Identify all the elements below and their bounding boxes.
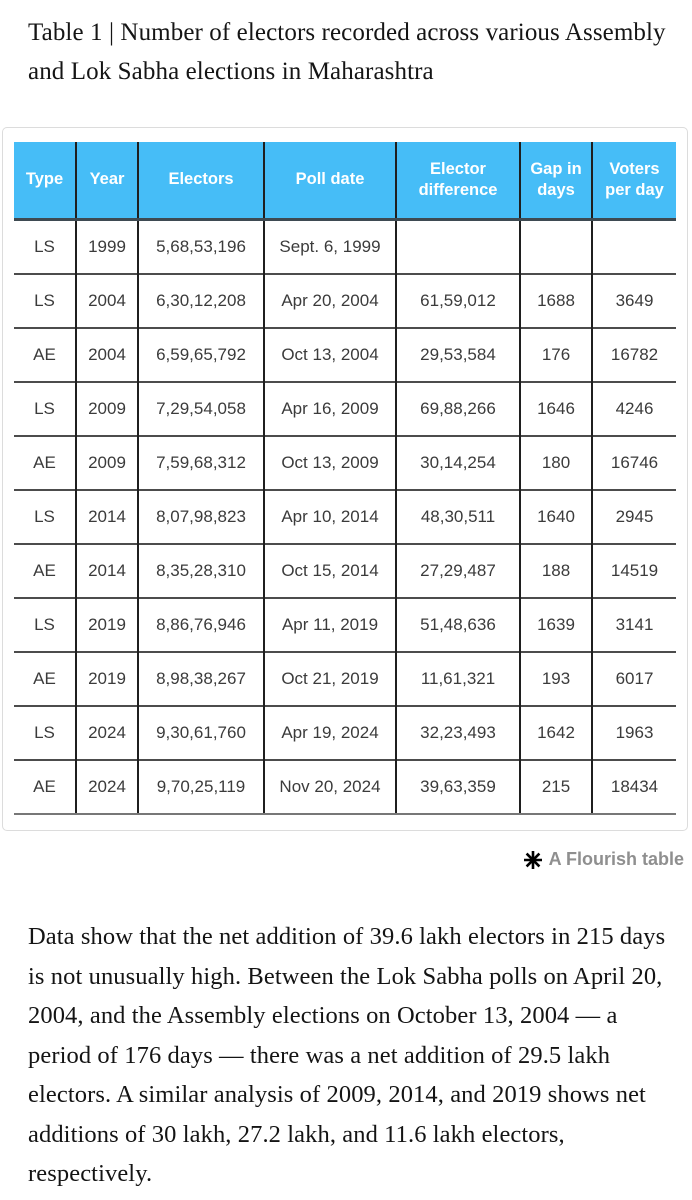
table-cell: [592, 220, 676, 275]
table-row: [14, 652, 676, 706]
table-cell: 1963: [592, 706, 676, 760]
table-cell: 1642: [520, 706, 592, 760]
column-header: Gap in days: [520, 142, 592, 220]
table-cell: 32,23,493: [396, 706, 520, 760]
table-row: [14, 328, 676, 382]
column-header: Electors: [138, 142, 264, 220]
table-cell: 180: [520, 436, 592, 490]
table-cell: Oct 13, 2009: [264, 436, 396, 490]
table-cell: 14519: [592, 544, 676, 598]
table-cell: 7,59,68,312: [138, 436, 264, 490]
table-cell: 39,63,359: [396, 760, 520, 814]
table-cell: 188: [520, 544, 592, 598]
column-header: Elector difference: [396, 142, 520, 220]
table-header-row: [14, 142, 676, 220]
table-cell: 2004: [76, 274, 138, 328]
table-cell: Apr 16, 2009: [264, 382, 396, 436]
table-cell: 69,88,266: [396, 382, 520, 436]
table-cell: 6,30,12,208: [138, 274, 264, 328]
table-cell: LS: [14, 382, 76, 436]
table-cell: 2024: [76, 760, 138, 814]
table-cell: 2009: [76, 382, 138, 436]
table-cell: 3141: [592, 598, 676, 652]
table-cell: Apr 11, 2019: [264, 598, 396, 652]
table-row: [14, 220, 676, 275]
table-cell: AE: [14, 652, 76, 706]
electors-table: [14, 142, 676, 815]
column-header: Poll date: [264, 142, 396, 220]
table-cell: 176: [520, 328, 592, 382]
table-body: [14, 220, 676, 815]
table-cell: 29,53,584: [396, 328, 520, 382]
table-cell: AE: [14, 436, 76, 490]
table-cell: 61,59,012: [396, 274, 520, 328]
table-cell: LS: [34, 237, 55, 256]
table-cell: Apr 20, 2004: [264, 274, 396, 328]
table-cell: 9,70,25,119: [138, 760, 264, 814]
table-cell: [520, 220, 592, 275]
table-cell: AE: [14, 544, 76, 598]
flourish-attribution-label: A Flourish table: [548, 849, 684, 869]
table-cell: 18434: [592, 760, 676, 814]
table-cell: 2024: [76, 706, 138, 760]
table-cell: Apr 10, 2014: [264, 490, 396, 544]
table-row: [14, 382, 676, 436]
table-cell: 2009: [76, 436, 138, 490]
table-cell: 3649: [592, 274, 676, 328]
table-cell: Sept. 6, 1999: [264, 220, 396, 275]
table-cell: 4246: [592, 382, 676, 436]
table-cell: 1640: [520, 490, 592, 544]
table-cell: 7,29,54,058: [138, 382, 264, 436]
table-cell: 1999: [76, 220, 138, 275]
table-cell: LS: [14, 274, 76, 328]
table-cell: 8,98,38,267: [138, 652, 264, 706]
table-cell: 193: [520, 652, 592, 706]
column-header: Type: [14, 142, 76, 220]
column-header: Voters per day: [592, 142, 676, 220]
table-cell: 215: [520, 760, 592, 814]
table-row: [14, 544, 676, 598]
flourish-table-card: [2, 127, 688, 831]
page-title: Table 1 | Number of electors recorded across various Assembly and Lok Sabha elections in Maharashtra: [28, 19, 666, 85]
table-cell: 27,29,487: [396, 544, 520, 598]
table-cell: 5,68,53,196: [138, 220, 264, 275]
table-row: [14, 274, 676, 328]
table-cell: 6017: [592, 652, 676, 706]
article-paragraph: Data show that the net addition of 39.6 lakh electors in 215 days is not unusually high. Between the Lok Sabha polls on April 20, 2004, and the Assembly elections on October 13, 2004 — a period of 176 days — there was a net addition of 29.5 lakh electors. A similar analysis of 2009, 2014, and 2019 shows net additions of 30 lakh, 27.2 lakh, and 11.6 lakh electors, respectively.: [28, 923, 666, 1187]
table-row: [14, 706, 676, 760]
table-cell: 9,30,61,760: [138, 706, 264, 760]
table-cell: Oct 21, 2019: [264, 652, 396, 706]
table-cell: 2019: [76, 598, 138, 652]
table-cell: AE: [14, 760, 76, 814]
table-cell: 8,86,76,946: [138, 598, 264, 652]
table-cell: AE: [14, 328, 76, 382]
table-cell: Nov 20, 2024: [264, 760, 396, 814]
column-header: Year: [76, 142, 138, 220]
table-cell: Apr 19, 2024: [264, 706, 396, 760]
table-cell: Oct 13, 2004: [264, 328, 396, 382]
table-cell: 1639: [520, 598, 592, 652]
table-cell: 2014: [76, 490, 138, 544]
table-row: [14, 760, 676, 814]
table-cell: 2014: [76, 544, 138, 598]
table-cell: 2004: [76, 328, 138, 382]
table-cell: 11,61,321: [396, 652, 520, 706]
table-cell: 16746: [592, 436, 676, 490]
table-cell: Oct 15, 2014: [264, 544, 396, 598]
table-cell: LS: [14, 598, 76, 652]
table-row: [14, 598, 676, 652]
table-row: [14, 490, 676, 544]
table-cell: 2019: [76, 652, 138, 706]
table-row: [14, 436, 676, 490]
flourish-attribution-link[interactable]: [523, 849, 684, 870]
table-cell: 30,14,254: [396, 436, 520, 490]
table-cell: [396, 220, 520, 275]
table-cell: 8,35,28,310: [138, 544, 264, 598]
table-cell: 16782: [592, 328, 676, 382]
table-cell: 51,48,636: [396, 598, 520, 652]
table-cell: 6,59,65,792: [138, 328, 264, 382]
table-cell: 2945: [592, 490, 676, 544]
table-cell: 48,30,511: [396, 490, 520, 544]
flourish-asterisk-icon: [523, 850, 543, 870]
table-cell: 1646: [520, 382, 592, 436]
table-cell: LS: [14, 706, 76, 760]
table-cell: 8,07,98,823: [138, 490, 264, 544]
table-cell: LS: [14, 490, 76, 544]
table-cell: 1688: [520, 274, 592, 328]
